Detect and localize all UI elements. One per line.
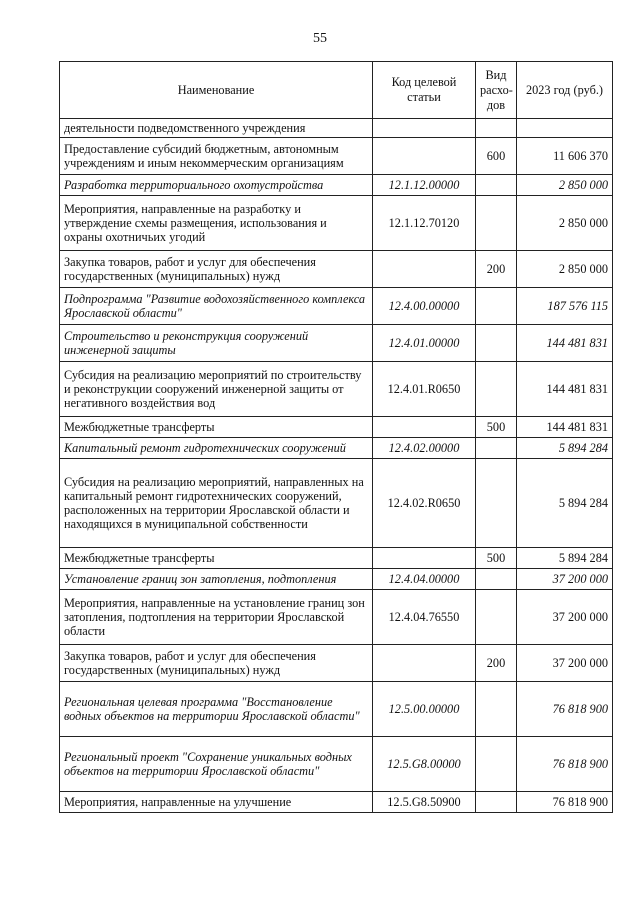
- cell-amount: 187 576 115: [517, 288, 613, 325]
- cell-amount: 144 481 831: [517, 362, 613, 417]
- table-row: [60, 569, 613, 590]
- cell-name: Строительство и реконструкция сооружений инженерной защиты: [60, 325, 373, 362]
- cell-kind: [476, 682, 517, 737]
- cell-code: 12.4.02.R0650: [373, 459, 476, 548]
- cell-name: Межбюджетные трансферты: [60, 548, 373, 569]
- cell-kind: 500: [476, 417, 517, 438]
- table-row: [60, 548, 613, 569]
- table-row: [60, 362, 613, 417]
- cell-kind: [476, 459, 517, 548]
- cell-name: Разработка территориального охотустройства: [60, 175, 373, 196]
- cell-name: Закупка товаров, работ и услуг для обеспечения государственных (муниципальных) нужд: [60, 645, 373, 682]
- table-header-row: [60, 62, 613, 119]
- header-code: Код целевой статьи: [373, 62, 476, 119]
- table-row: [60, 682, 613, 737]
- cell-name: Капитальный ремонт гидротехнических сооружений: [60, 438, 373, 459]
- cell-name: Субсидия на реализацию мероприятий по строительству и реконструкции сооружений инженерной защиты от негативного воздействия вод: [60, 362, 373, 417]
- cell-code: 12.4.00.00000: [373, 288, 476, 325]
- cell-name: Мероприятия, направленные на установление границ зон затопления, подтопления на территории Ярославской области: [60, 590, 373, 645]
- cell-name: Региональный проект "Сохранение уникальных водных объектов на территории Ярославской области": [60, 737, 373, 792]
- table-row: [60, 645, 613, 682]
- cell-amount: 2 850 000: [517, 251, 613, 288]
- cell-code: 12.5.G8.50900: [373, 792, 476, 813]
- cell-amount: 76 818 900: [517, 792, 613, 813]
- table-row: [60, 792, 613, 813]
- table-row: [60, 417, 613, 438]
- cell-code: 12.5.00.00000: [373, 682, 476, 737]
- cell-kind: [476, 438, 517, 459]
- cell-amount: 5 894 284: [517, 438, 613, 459]
- header-kind: Вид расхо-дов: [476, 62, 517, 119]
- table-row: [60, 590, 613, 645]
- table-row: [60, 438, 613, 459]
- cell-kind: [476, 175, 517, 196]
- cell-amount: 5 894 284: [517, 548, 613, 569]
- cell-kind: [476, 288, 517, 325]
- cell-kind: [476, 325, 517, 362]
- cell-amount: 11 606 370: [517, 138, 613, 175]
- cell-name: Субсидия на реализацию мероприятий, направленных на капитальный ремонт гидротехнических сооружений, расположенных на территории Ярославской области и находящихся в муниципальной собственности: [60, 459, 373, 548]
- cell-kind: [476, 362, 517, 417]
- cell-code: [373, 645, 476, 682]
- cell-kind: 500: [476, 548, 517, 569]
- cell-amount: 2 850 000: [517, 175, 613, 196]
- cell-kind: [476, 196, 517, 251]
- cell-kind: [476, 119, 517, 138]
- cell-amount: 5 894 284: [517, 459, 613, 548]
- cell-name: Региональная целевая программа "Восстановление водных объектов на территории Ярославской области": [60, 682, 373, 737]
- cell-code: 12.4.04.76550: [373, 590, 476, 645]
- cell-amount: 37 200 000: [517, 569, 613, 590]
- cell-amount: 144 481 831: [517, 417, 613, 438]
- cell-amount: 76 818 900: [517, 737, 613, 792]
- header-amount: 2023 год (руб.): [517, 62, 613, 119]
- cell-name: Межбюджетные трансферты: [60, 417, 373, 438]
- cell-code: [373, 548, 476, 569]
- cell-name: Предоставление субсидий бюджетным, автономным учреждениям и иным некоммерческим организациям: [60, 138, 373, 175]
- cell-name: Установление границ зон затопления, подтопления: [60, 569, 373, 590]
- cell-code: [373, 138, 476, 175]
- cell-code: 12.4.04.00000: [373, 569, 476, 590]
- cell-kind: 200: [476, 645, 517, 682]
- table-row: [60, 138, 613, 175]
- table-row: [60, 119, 613, 138]
- budget-table: [59, 61, 613, 813]
- cell-kind: 200: [476, 251, 517, 288]
- table-row: [60, 459, 613, 548]
- cell-amount: 37 200 000: [517, 590, 613, 645]
- page-number: 55: [313, 31, 327, 46]
- table-row: [60, 325, 613, 362]
- cell-amount: 76 818 900: [517, 682, 613, 737]
- table-row: [60, 196, 613, 251]
- cell-code: 12.5.G8.00000: [373, 737, 476, 792]
- cell-name: Закупка товаров, работ и услуг для обеспечения государственных (муниципальных) нужд: [60, 251, 373, 288]
- table-row: [60, 251, 613, 288]
- cell-code: 12.4.01.00000: [373, 325, 476, 362]
- cell-code: 12.4.02.00000: [373, 438, 476, 459]
- cell-kind: [476, 590, 517, 645]
- cell-code: [373, 251, 476, 288]
- table-row: [60, 737, 613, 792]
- cell-name: Мероприятия, направленные на улучшение: [60, 792, 373, 813]
- cell-amount: 2 850 000: [517, 196, 613, 251]
- cell-kind: 600: [476, 138, 517, 175]
- cell-code: [373, 417, 476, 438]
- cell-name: Подпрограмма "Развитие водохозяйственного комплекса Ярославской области": [60, 288, 373, 325]
- cell-name: деятельности подведомственного учреждения: [60, 119, 373, 138]
- cell-code: 12.1.12.00000: [373, 175, 476, 196]
- cell-code: [373, 119, 476, 138]
- cell-code: 12.4.01.R0650: [373, 362, 476, 417]
- cell-amount: [517, 119, 613, 138]
- header-name: Наименование: [60, 62, 373, 119]
- cell-name: Мероприятия, направленные на разработку и утверждение схемы размещения, использования и охраны охотничьих угодий: [60, 196, 373, 251]
- cell-code: 12.1.12.70120: [373, 196, 476, 251]
- cell-kind: [476, 792, 517, 813]
- cell-kind: [476, 737, 517, 792]
- table-row: [60, 175, 613, 196]
- cell-amount: 144 481 831: [517, 325, 613, 362]
- cell-amount: 37 200 000: [517, 645, 613, 682]
- cell-kind: [476, 569, 517, 590]
- table-row: [60, 288, 613, 325]
